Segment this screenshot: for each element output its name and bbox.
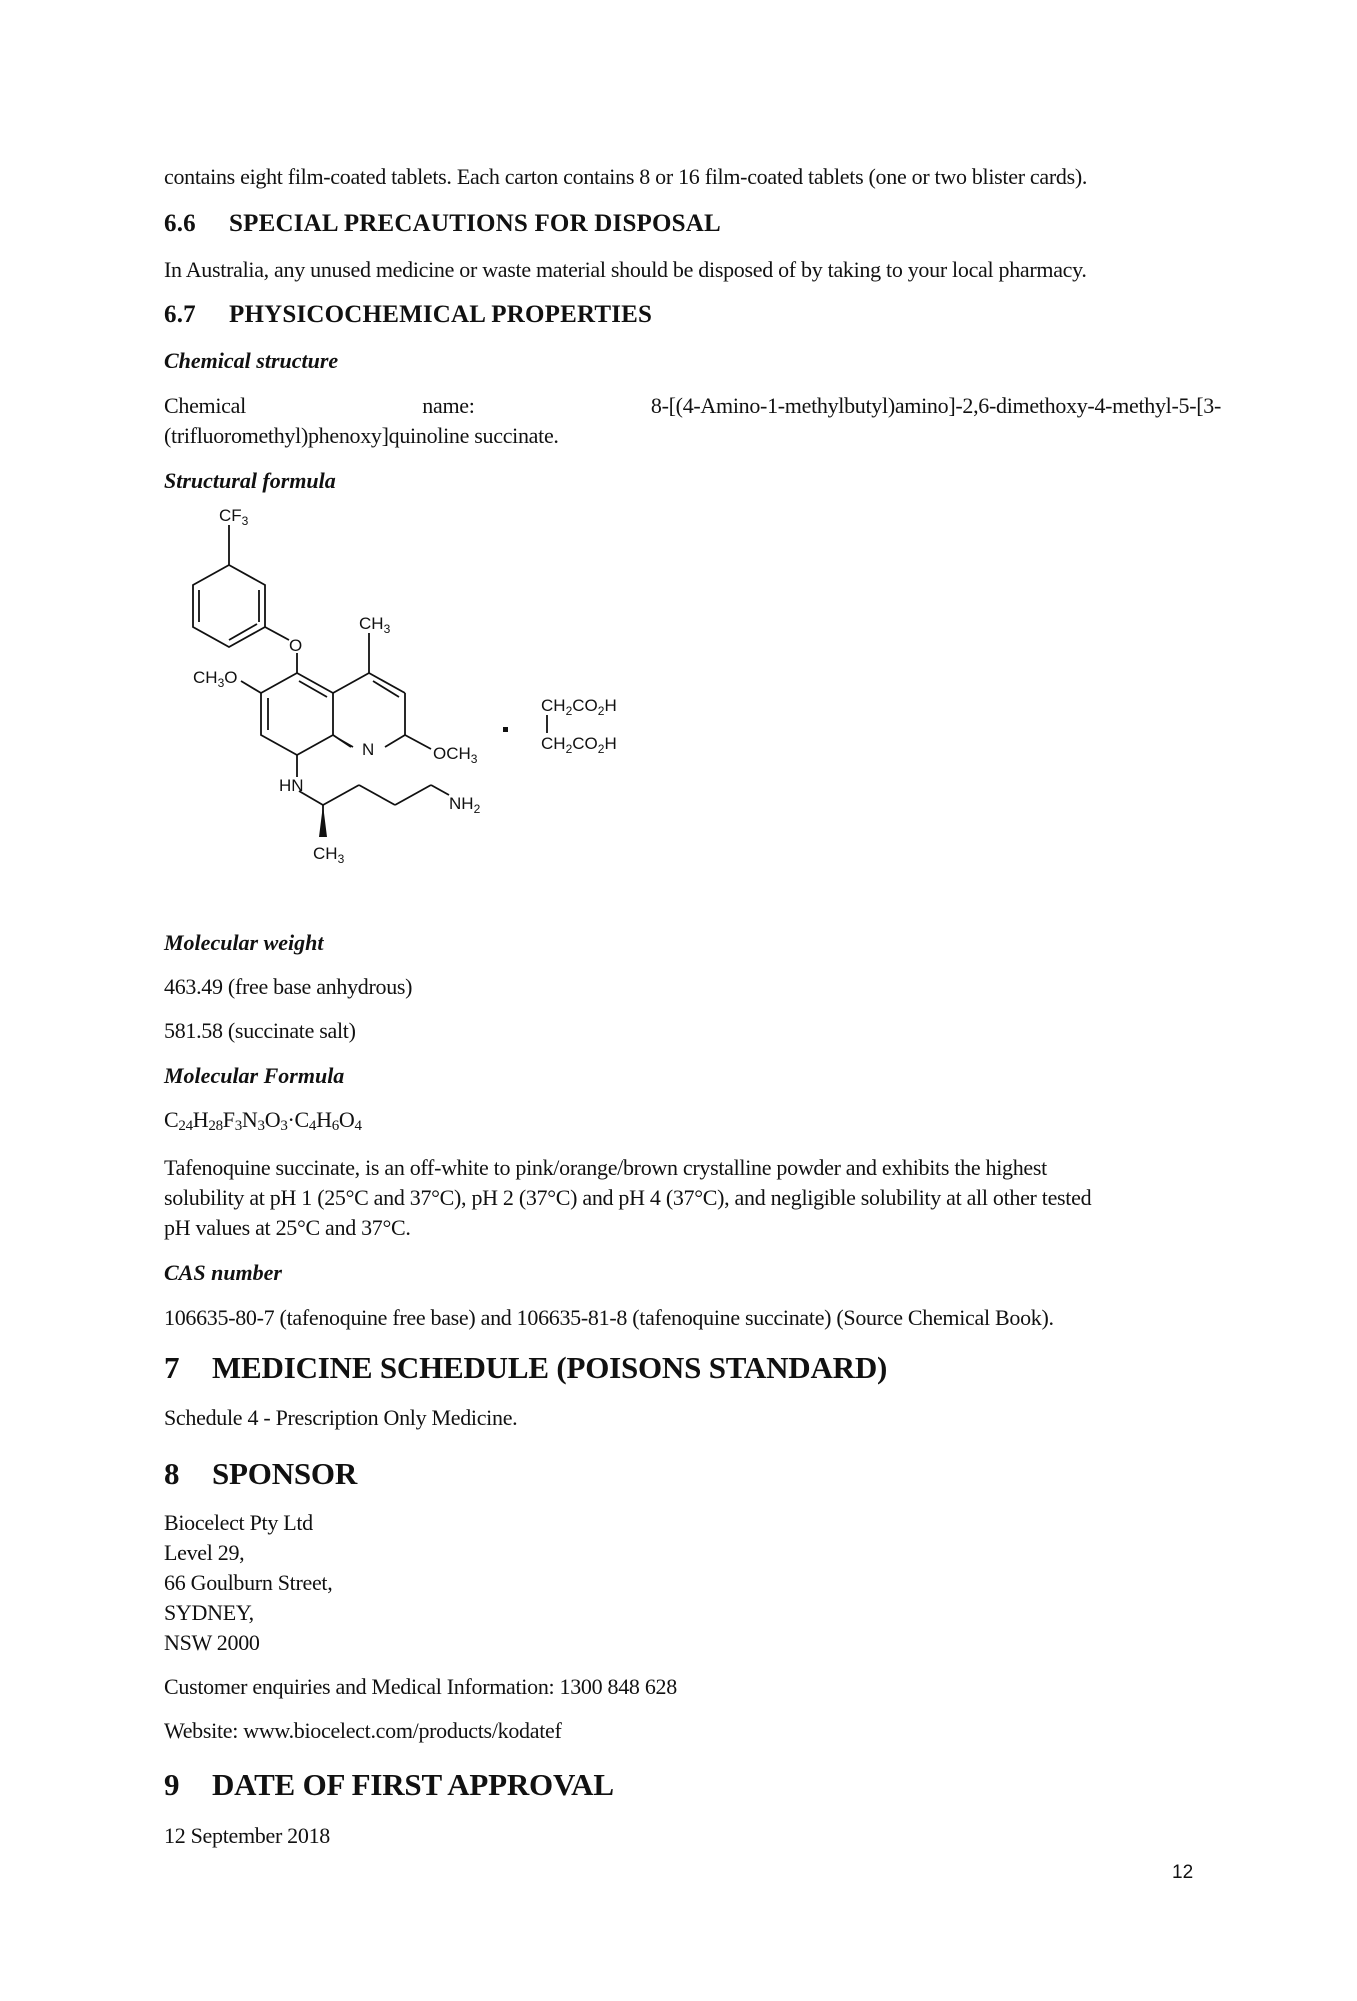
label-cf3: $CF_3$	[219, 506, 249, 528]
intro-line: contains eight film-coated tablets. Each carton contains 8 or 16 film-coated tablets (one or two blister cards).	[164, 164, 1088, 189]
cas-number-heading: CAS number	[164, 1260, 282, 1285]
molecular-weight-heading: Molecular weight	[164, 930, 324, 955]
section-number: 8	[164, 1456, 180, 1491]
chemical-name-line	[164, 393, 1221, 419]
section-7-heading	[164, 1350, 887, 1386]
molecular-formula	[164, 1107, 362, 1133]
section-title: PHYSICOCHEMICAL PROPERTIES	[229, 301, 653, 328]
section-number: 9	[164, 1767, 180, 1802]
section-6-7-heading	[164, 301, 652, 329]
section-title: MEDICINE SCHEDULE (POISONS STANDARD)	[212, 1350, 888, 1385]
salt-dot	[503, 727, 508, 732]
description-line-2: solubility at pH 1 (25°C and 37°C), pH 2 (37°C) and pH 4 (37°C), and negligible solubility at all other tested	[164, 1185, 1092, 1210]
section-8-heading	[164, 1456, 357, 1492]
mw-succinate: 581.58 (succinate salt)	[164, 1018, 356, 1043]
section-number: 6.7	[164, 301, 196, 328]
website: Website: www.biocelect.com/products/kodatef	[164, 1718, 562, 1743]
structural-formula-diagram	[175, 505, 635, 885]
section-number: 6.6	[164, 210, 196, 237]
label-n: N	[362, 740, 375, 759]
structural-formula-heading: Structural formula	[164, 468, 336, 493]
sponsor-address-line: NSW 2000	[164, 1630, 260, 1655]
molecular-formula-rendered: $C_{24}H_{28}F_3N_3O_3\cdot C_4H_6O_4$	[164, 1107, 362, 1134]
customer-enquiries: Customer enquiries and Medical Information: 1300 848 628	[164, 1674, 677, 1699]
section-6-6-heading	[164, 210, 721, 238]
schedule-text: Schedule 4 - Prescription Only Medicine.	[164, 1405, 518, 1430]
description-line-3: pH values at 25°C and 37°C.	[164, 1215, 411, 1240]
molecular-formula-heading: Molecular Formula	[164, 1063, 345, 1088]
sponsor-address-line: Biocelect Pty Ltd	[164, 1510, 313, 1535]
label-ch2co2h-2: $CH_2CO_2H$	[541, 734, 617, 756]
cas-number-text: 106635-80-7 (tafenoquine free base) and 106635-81-8 (tafenoquine succinate) (Source Chemical Book).	[164, 1305, 1054, 1330]
section-9-heading	[164, 1767, 614, 1803]
chemical-name-label2: name:	[422, 393, 475, 418]
section-title: DATE OF FIRST APPROVAL	[212, 1767, 614, 1802]
sponsor-address-line: SYDNEY,	[164, 1600, 254, 1625]
section-title: SPONSOR	[212, 1456, 358, 1491]
page-number: 12	[1172, 1862, 1194, 1883]
section-title: SPECIAL PRECAUTIONS FOR DISPOSAL	[229, 210, 721, 237]
sponsor-address-line: 66 Goulburn Street,	[164, 1570, 333, 1595]
description-line-1: Tafenoquine succinate, is an off-white to pink/orange/brown crystalline powder and exhibits the highest	[164, 1155, 1047, 1180]
chemical-structure-heading: Chemical structure	[164, 348, 339, 373]
label-hn: HN	[279, 776, 304, 795]
approval-date: 12 September 2018	[164, 1823, 330, 1848]
chemical-name-label: Chemical	[164, 393, 246, 418]
label-ch3-top: $CH_3$	[359, 614, 391, 636]
mw-free-base: 463.49 (free base anhydrous)	[164, 974, 413, 999]
label-ch3o: $CH_3O$	[193, 668, 238, 690]
label-och3: $OCH_3$	[433, 744, 478, 766]
label-nh2: $NH_2$	[449, 794, 481, 816]
sponsor-address-line: Level 29,	[164, 1540, 245, 1565]
chemical-name-continued: (trifluoromethyl)phenoxy]quinoline succinate.	[164, 423, 559, 448]
section-number: 7	[164, 1350, 180, 1385]
label-ch3-bottom: $CH_3$	[313, 844, 345, 866]
label-ch2co2h-1: $CH_2CO_2H$	[541, 696, 617, 718]
disposal-text: In Australia, any unused medicine or waste material should be disposed of by taking to your local pharmacy.	[164, 257, 1087, 282]
label-o: O	[289, 636, 303, 655]
chemical-name-part1: 8-[(4-Amino-1-methylbutyl)amino]-2,6-dimethoxy-4-methyl-5-[3-	[650, 393, 1221, 418]
